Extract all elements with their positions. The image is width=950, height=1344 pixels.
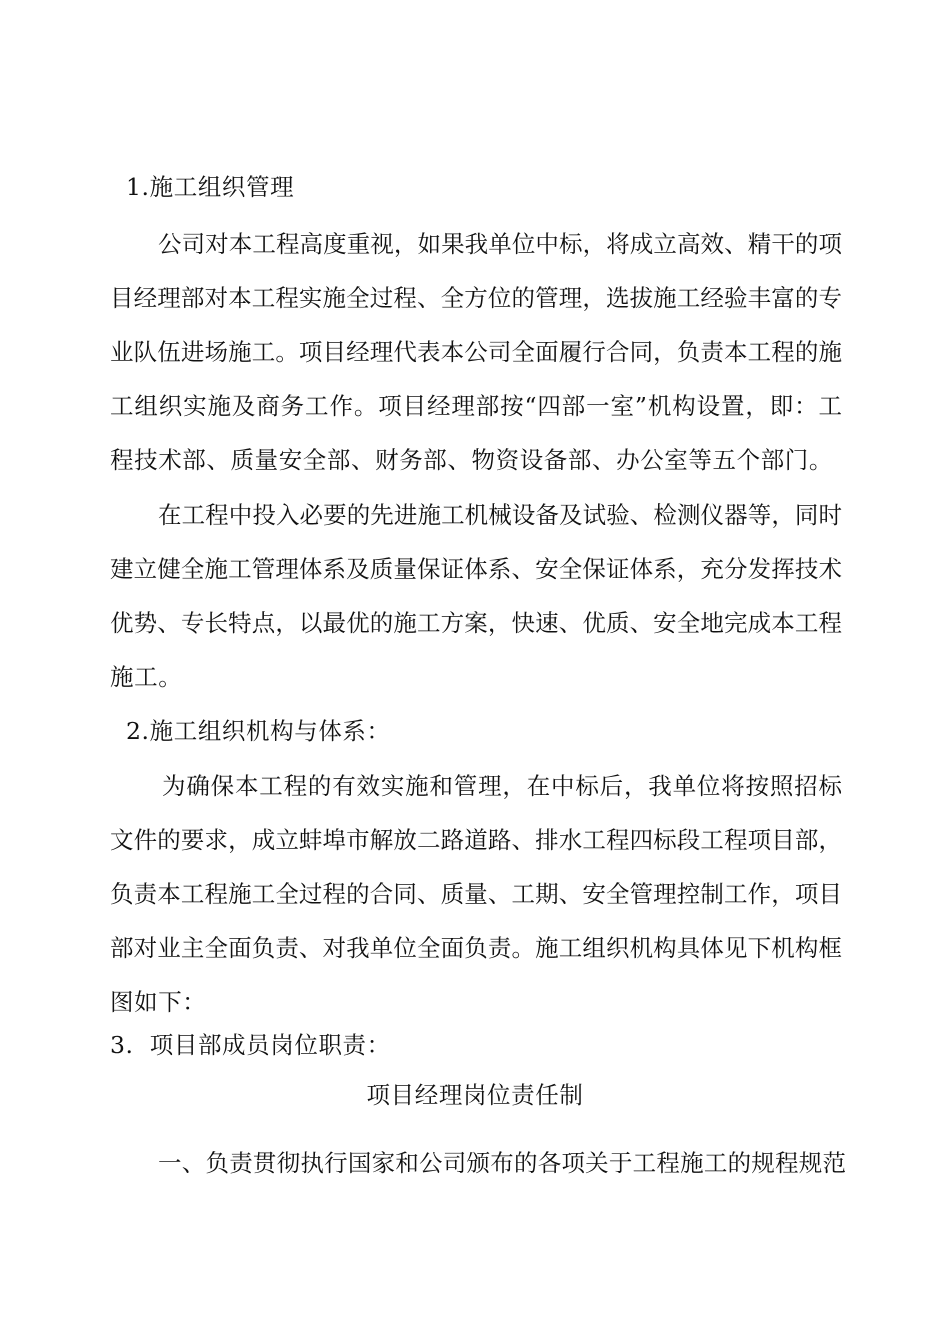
section-3-subtitle: 项目经理岗位责任制 [366,1081,584,1109]
paragraph-line: 目经理部对本工程实施全过程、全方位的管理，选拔施工经验丰富的专 [110,284,842,312]
paragraph-line: 一、负责贯彻执行国家和公司颁布的各项关于工程施工的规程规范 [158,1149,846,1177]
paragraph-line: 在工程中投入必要的先进施工机械设备及试验、检测仪器等，同时 [158,501,842,529]
paragraph-line: 负责本工程施工全过程的合同、质量、工期、安全管理控制工作，项目 [110,880,842,908]
paragraph-line: 部对业主全面负责、对我单位全面负责。施工组织机构具体见下机构框 [110,934,842,962]
paragraph-line: 施工。 [110,663,183,691]
paragraph-line: 图如下： [110,988,207,1016]
paragraph-line: 优势、专长特点，以最优的施工方案，快速、优质、安全地完成本工程 [110,609,842,637]
paragraph-line: 公司对本工程高度重视，如果我单位中标，将成立高效、精干的项 [158,230,842,258]
paragraph-line: 为确保本工程的有效实施和管理，在中标后，我单位将按照招标 [162,772,842,800]
paragraph-line: 工组织实施及商务工作。项目经理部按“四部一室”机构设置，即：工 [110,392,842,420]
section-3-heading: 3. 项目部成员岗位职责： [110,1031,391,1059]
section-2-heading: 2.施工组织机构与体系： [126,717,391,745]
paragraph-line: 文件的要求，成立蚌埠市解放二路道路、排水工程四标段工程项目部， [110,826,842,854]
paragraph-line: 程技术部、质量安全部、财务部、物资设备部、办公室等五个部门。 [110,446,833,474]
paragraph-line: 建立健全施工管理体系及质量保证体系、安全保证体系，充分发挥技术 [110,555,842,583]
paragraph-line: 业队伍进场施工。项目经理代表本公司全面履行合同，负责本工程的施 [110,338,842,366]
section-1-heading: 1.施工组织管理 [126,173,295,201]
